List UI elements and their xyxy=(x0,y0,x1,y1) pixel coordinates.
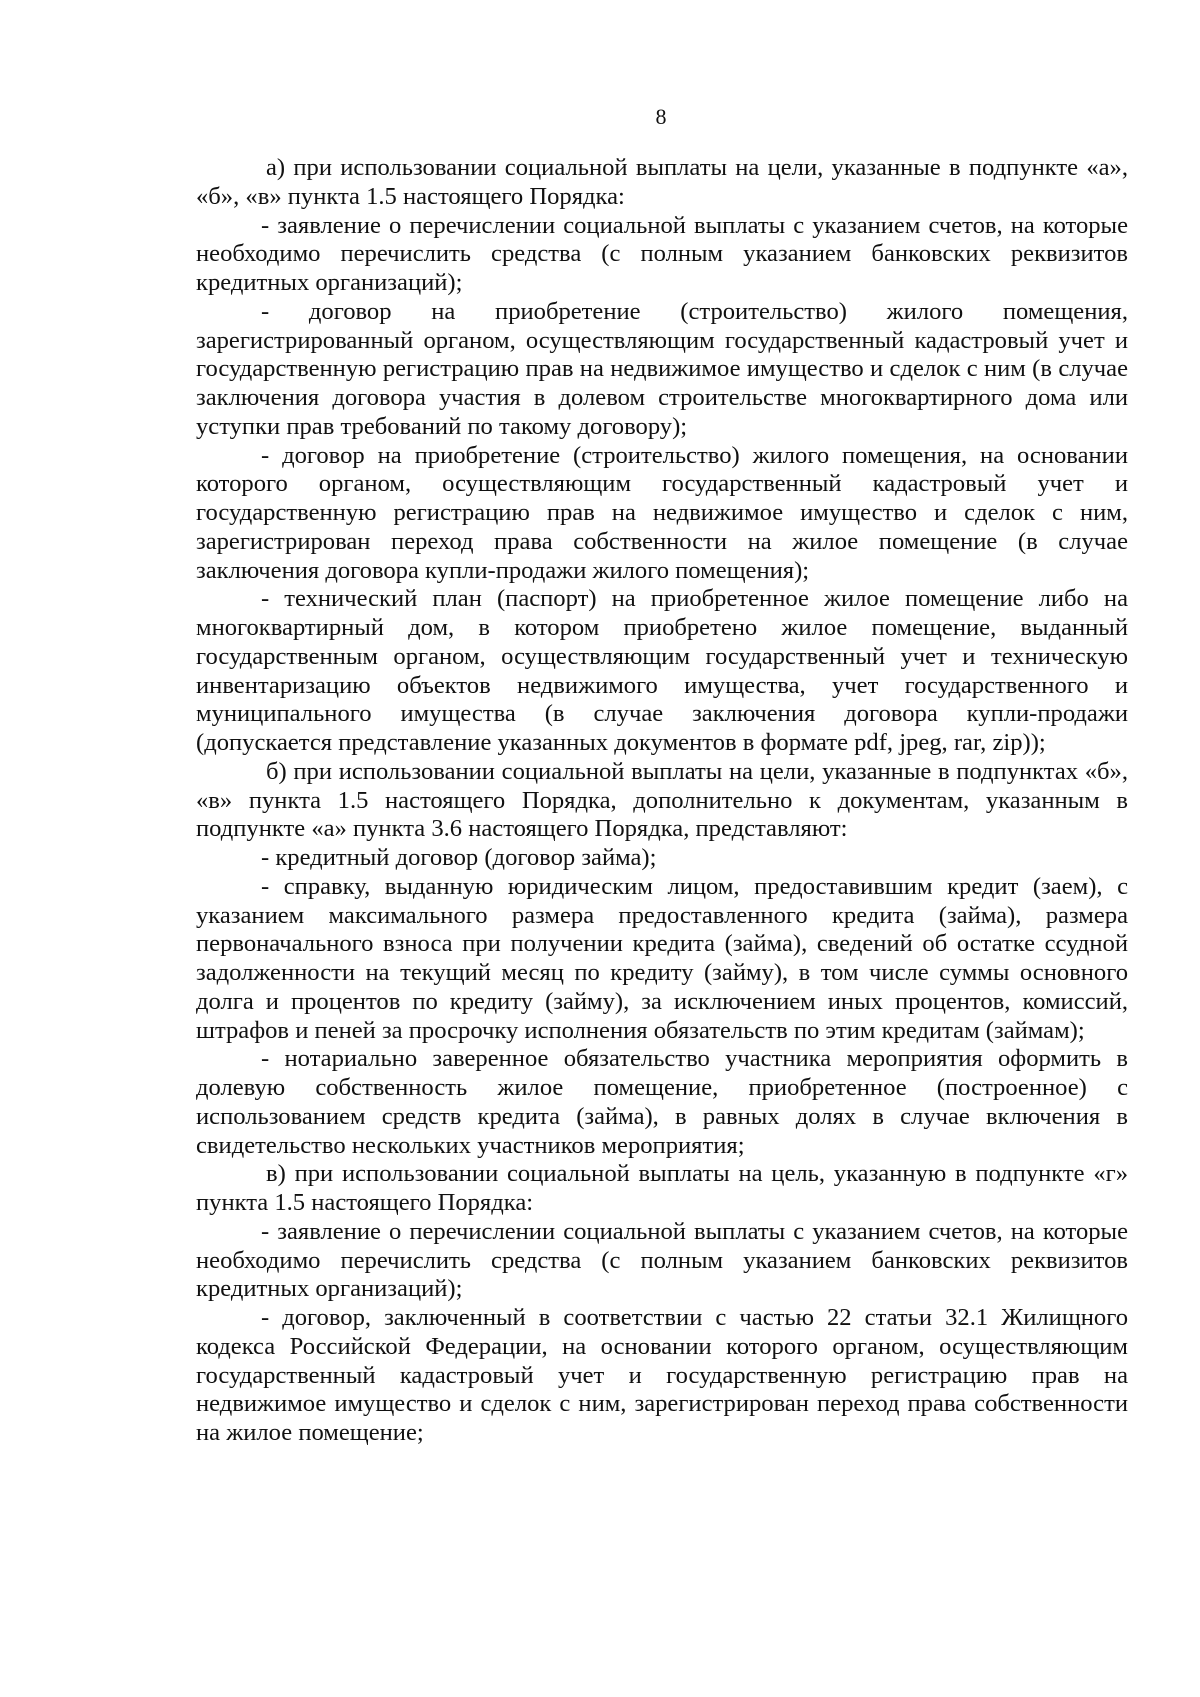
list-item-housing-code-contract: - договор, заключенный в соответствии с частью 22 статьи 32.1 Жилищного кодекса Российской Федерации, на основании которого органом, осуществляющим государственный кадастровый учет и государственную регистрацию прав на недвижимое имущество и сделок с ним, зарегистрирован переход права собственности на жилое помещение; xyxy=(196,1304,1128,1446)
paragraph-b-heading: б) при использовании социальной выплаты на цели, указанные в подпунктах «б», «в» пункта 1.5 настоящего Порядка, дополнительно к документам, указанным в подпункте «а» пункта 3.6 настоящего Порядка, представляют: xyxy=(196,757,1128,843)
list-item-payment-request: - заявление о перечислении социальной выплаты с указанием счетов, на которые необходимо перечислить средства (с полным указанием банковских реквизитов кредитных организаций); xyxy=(196,211,1128,296)
paragraph-a-heading: а) при использовании социальной выплаты на цели, указанные в подпункте «а», «б», «в» пункта 1.5 настоящего Порядка: xyxy=(196,154,1128,210)
list-item-technical-plan: - технический план (паспорт) на приобретенное жилое помещение либо на многоквартирный дом, в котором приобретено жилое помещение, выданный государственным органом, осуществляющим государственный учет и техническую инвентаризацию объектов недвижимого имущества, учет государственного и муниципального имущества (в случае заключения договора купли-продажи (допускается представление указанных документов в формате pdf, jpeg, rar, zip)); xyxy=(196,585,1128,756)
list-item-notarized-obligation: - нотариально заверенное обязательство участника мероприятия оформить в долевую собственность жилое помещение, приобретенное (построенное) с использованием средств кредита (займа), в равных долях в случае включения в свидетельство нескольких участников мероприятия; xyxy=(196,1045,1128,1159)
list-item-payment-request-c: - заявление о перечислении социальной выплаты с указанием счетов, на которые необходимо перечислить средства (с полным указанием банковских реквизитов кредитных организаций); xyxy=(196,1217,1128,1303)
document-body xyxy=(196,154,1128,1448)
list-item-contract-ownership-transfer: - договор на приобретение (строительство) жилого помещения, на основании которого органом, осуществляющим государственный кадастровый учет и государственную регистрацию прав на недвижимое имущество и сделок с ним, зарегистрирован переход права собственности на жилое помещение (в случае заключения договора купли-продажи жилого помещения); xyxy=(196,441,1128,584)
list-item-bank-certificate: - справку, выданную юридическим лицом, предоставившим кредит (заем), с указанием максимального размера предоставленного кредита (займа), размера первоначального взноса при получении кредита (займа), сведений об остатке ссудной задолженности на текущий месяц по кредиту (займу), в том числе суммы основного долга и процентов по кредиту (займу), за исключением иных процентов, комиссий, штрафов и пеней за просрочку исполнения обязательств по этим кредитам (займам); xyxy=(196,872,1128,1044)
paragraph-c-heading: в) при использовании социальной выплаты на цель, указанную в подпункте «г» пункта 1.5 настоящего Порядка: xyxy=(196,1160,1128,1216)
list-item-credit-agreement: - кредитный договор (договор займа); xyxy=(261,844,657,871)
list-item-contract-registered: - договор на приобретение (строительство) жилого помещения, зарегистрированный органом, осуществляющим государственный кадастровый учет и государственную регистрацию прав на недвижимое имущество и сделок с ним (в случае заключения договора участия в долевом строительстве многоквартирного дома или уступки прав требований по такому договору); xyxy=(196,297,1128,440)
page-number: 8 xyxy=(655,104,667,129)
